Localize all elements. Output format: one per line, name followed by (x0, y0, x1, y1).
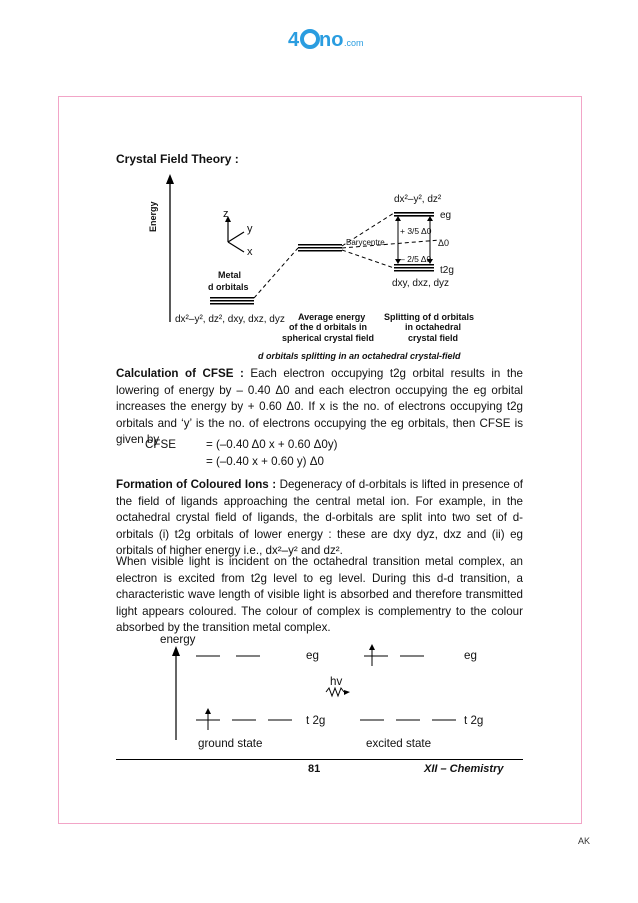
ground-eg-label: eg (306, 649, 319, 662)
coloured-ions-heading: Formation of Coloured Ions : (116, 478, 277, 491)
excited-t2g-label: t 2g (464, 714, 484, 727)
page-number: 81 (308, 763, 321, 775)
axis-x: x (247, 246, 253, 258)
hv-label: hv (330, 675, 343, 688)
split-label-1: Splitting of d orbitals (384, 312, 474, 322)
cfse-equation-2: = (–0.40 x + 0.60 y) Δ0 (206, 455, 324, 468)
svg-text:4: 4 (288, 29, 300, 51)
section-title: Crystal Field Theory : (116, 152, 239, 166)
eg-label: eg (440, 210, 452, 221)
excited-eg-label: eg (464, 649, 477, 662)
subject-label: XII – Chemistry (424, 763, 504, 775)
plus-fraction-label: + 3/5 Δ0 (400, 226, 432, 236)
coloured-ions-paragraph (116, 477, 523, 560)
split-label-3: crystal field (408, 333, 459, 343)
figure-caption: d orbitals splitting in an octahedral crystal-field (258, 351, 461, 361)
cfse-text: Each electron occupying t2g orbital results in the lowering of energy by – 0.40 Δ0 and each electron occupying the eg orbital increases the energy by + 0.60 Δ0. If x is the no. of electrons occupying t2g orbitals and ‘y’ is the no. of electrons occupying the eg orbitals, then CFSE is given by (116, 367, 523, 447)
t2g-label: t2g (440, 265, 454, 276)
upper-orbitals-label: dx²–y², dz² (394, 194, 442, 205)
axis-y: y (247, 223, 253, 235)
metal-label-2: d orbitals (208, 282, 249, 292)
corner-tag: AK (577, 836, 590, 846)
metal-orbitals-label: dx²–y², dz², dxy, dxz, dyz (175, 314, 285, 325)
svg-text:.com: .com (344, 38, 364, 48)
lower-orbitals-label: dxy, dxz, dyz (392, 278, 450, 289)
avg-label-1: Average energy (298, 312, 366, 322)
visible-light-paragraph: When visible light is incident on the octahedral transition metal complex, an electron is excited from t2g level to eg level. During this d-d transition, a characteristic wave length of visible light is absorbed and therefore transmitted light appears coloured. The colour of complex is complementry to the colour absorbed by the transition metal complex. (116, 555, 523, 635)
metal-label-1: Metal (218, 270, 242, 280)
cfse-equation-1: = (–0.40 Δ0 x + 0.60 Δ0y) (206, 438, 338, 451)
delta0-label: Δ0 (438, 238, 450, 248)
ground-state-label: ground state (198, 737, 263, 750)
footer-rule (116, 759, 523, 760)
energy-axis-label: Energy (148, 201, 158, 232)
energy-label: energy (160, 633, 196, 646)
coloured-ions-text: Degeneracy of d-orbitals is lifted in presence of the field of ligands approaching the central metal ion. For example, in the octahedral crystal field of ligands, the d-orbitals are split into two set of d-orbitals (i) t2g orbitals of lower energy : these are dxy dyz, dxz and (ii) eg orbitals of higher energy i.e., dx²–y² and dz². (116, 478, 523, 558)
excited-state-label: excited state (366, 737, 432, 750)
ground-t2g-label: t 2g (306, 714, 326, 727)
cfse-heading: Calculation of CFSE : (116, 367, 244, 380)
minus-fraction-label: – 2/5 Δ0 (400, 254, 432, 264)
avg-label-2: of the d orbitals in (289, 322, 367, 332)
brand-logo (286, 24, 376, 54)
cfse-lhs: CFSE (145, 438, 176, 451)
split-label-2: in octahedral (405, 322, 462, 332)
svg-text:no: no (319, 29, 344, 51)
axis-z: z (223, 208, 229, 220)
avg-label-3: spherical crystal field (282, 333, 375, 343)
barycentre-label: Barycentre (346, 238, 385, 247)
